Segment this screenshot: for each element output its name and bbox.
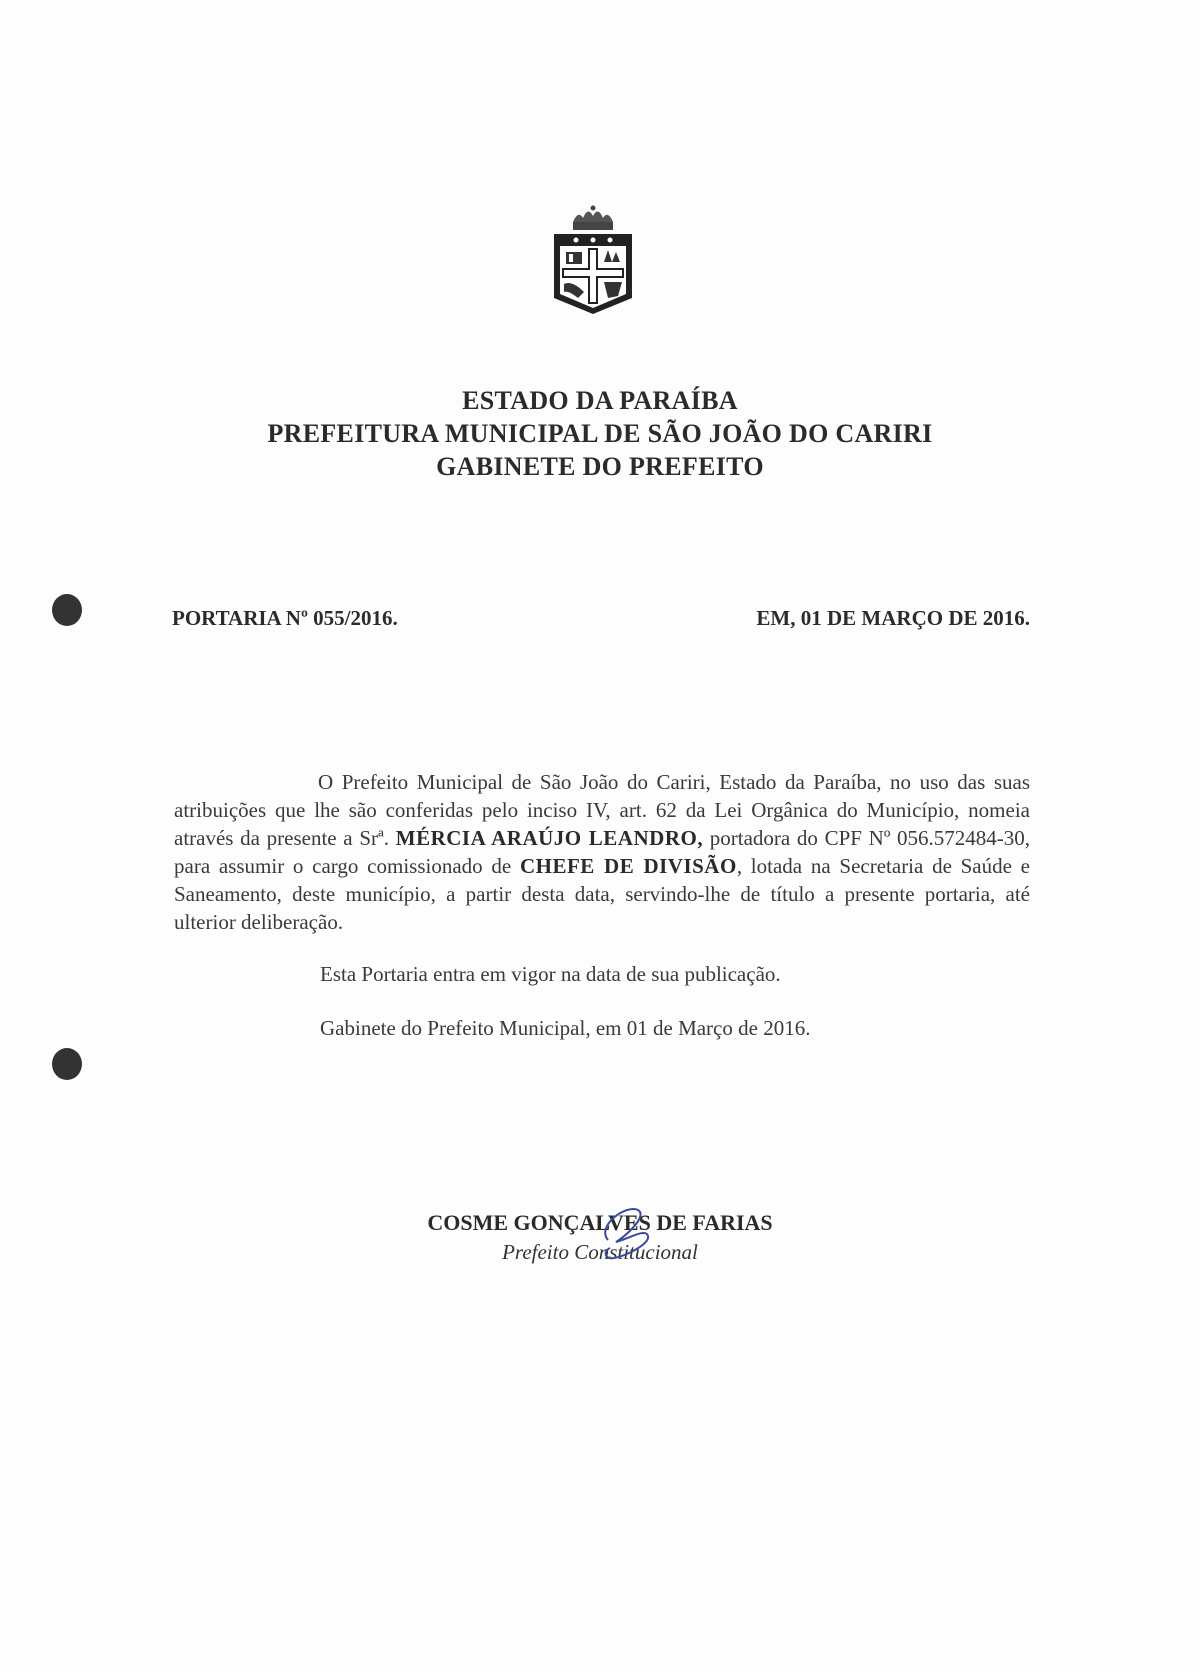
handwritten-signature — [586, 1196, 666, 1276]
main-paragraph — [174, 768, 1030, 936]
closing-clause: Gabinete do Prefeito Municipal, em 01 de Março de 2016. — [320, 1016, 811, 1040]
signatory-name: COSME GONÇALVES DE FARIAS — [427, 1210, 773, 1235]
document-header — [0, 384, 1200, 483]
header-state: ESTADO DA PARAÍBA — [462, 386, 738, 415]
effective-clause: Esta Portaria entra em vigor na data de sua publicação. — [320, 962, 781, 986]
municipal-coat-of-arms — [548, 204, 638, 316]
punch-hole — [52, 594, 82, 626]
portaria-number: PORTARIA Nº 055/2016. — [172, 606, 398, 630]
paragraph-text: O Prefeito Municipal de São João do Cariri, Estado da Paraíba, no uso das suas atribuições que lhe são conferidas pelo inciso IV, art. 62 da Lei Orgânica do Município, nomeia através da presente a Srª. — [174, 770, 1030, 850]
signatory-title: Prefeito Constitucional — [502, 1240, 698, 1264]
portaria-row — [172, 606, 1030, 640]
paragraph-text: , lotada na Secretaria de Saúde e Saneamento, deste município, a partir desta data, servindo-lhe de título a presente portaria, até ulterior deliberação. — [174, 854, 1031, 934]
punch-hole — [52, 1048, 82, 1080]
paragraph-text: portadora do CPF Nº 056.572484-30, para assumir o cargo comissionado de — [174, 826, 1031, 878]
appointed-role: CHEFE DE DIVISÃO — [519, 854, 737, 878]
appointee-name: MÉRCIA ARAÚJO LEANDRO, — [395, 826, 704, 850]
header-prefeitura: PREFEITURA MUNICIPAL DE SÃO JOÃO DO CARIRI — [267, 419, 933, 448]
portaria-date: EM, 01 DE MARÇO DE 2016. — [756, 606, 1030, 630]
header-gabinete: GABINETE DO PREFEITO — [436, 452, 764, 481]
